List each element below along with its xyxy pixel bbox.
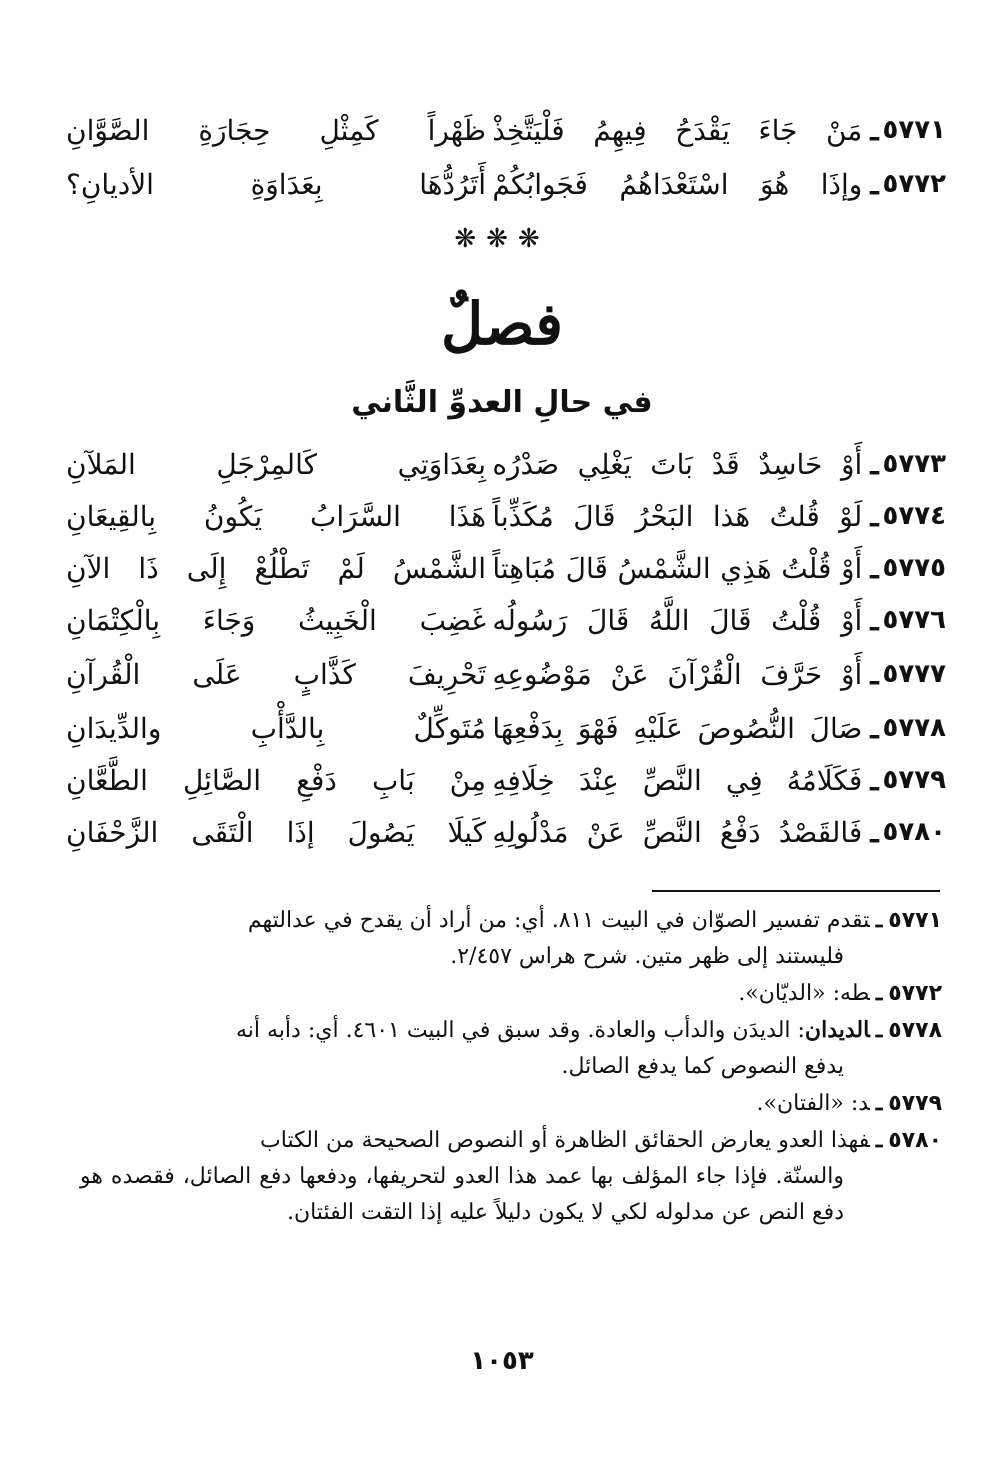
verse-first-hemistich: وإذَا هُوَ اسْتَعْدَاهُمُ فَجَوابُكُمْ	[492, 167, 863, 201]
verse-row	[66, 442, 946, 486]
verse-dash: ـ	[870, 763, 879, 797]
footnote-divider	[652, 890, 940, 892]
footnote-text: د: «الفتان».	[756, 1091, 870, 1116]
verse-number: ٥٧٧٦	[882, 605, 946, 635]
footnote: ٥٧٧١ـتقدم تفسير الصوّان في البيت ٨١١. أي: من أراد أن يقدح في عدالتهم فليستند إلى ظهر متين. شرح هراس ٢/٤٥٧.	[80, 902, 942, 975]
verse-first-hemistich: فَكَلَامُهُ فِي النَّصِّ عِنْدَ خِلَافِهِ	[492, 763, 863, 797]
footnote-number: ٥٧٧٨	[888, 1018, 942, 1043]
verse-first-hemistich: أَوْ حَرَّفَ الْقُرْآنَ عَنْ مَوْضُوعِهِ	[492, 657, 863, 691]
section-subtitle: في حالِ العدوِّ الثَّاني	[351, 385, 653, 420]
verse-number: ٥٧٧٣	[882, 449, 946, 479]
footnote: ٥٧٧٨ـالديدان: الديدَن والدأب والعادة. وقد سبق في البيت ٤٦٠١. أي: دأبه أنه يدفع النصوص كما يدفع الصائل.	[80, 1012, 942, 1085]
verse-dash: ـ	[870, 499, 879, 533]
verse-second-hemistich: مِنْ بَابِ دَفْعِ الصَّائِلِ الطَّعَّانِ	[66, 763, 486, 797]
verse-dash: ـ	[870, 167, 879, 201]
footnote-keyword: الديدان	[804, 1017, 870, 1043]
verse-dash: ـ	[870, 603, 879, 637]
verse-number: ٥٧٧٤	[882, 501, 946, 531]
verse-first-hemistich: فَالقَصْدُ دَفْعُ النَّصِّ عَنْ مَدْلُولِهِ	[492, 815, 863, 849]
footnote-number: ٥٧٧٢	[888, 981, 942, 1006]
verse-dash: ـ	[870, 815, 879, 849]
verse-number: ٥٧٧٨	[882, 713, 946, 743]
verse-row	[66, 706, 946, 750]
verse-second-hemistich: الشَّمْسُ لَمْ تَطْلُعْ إِلَى ذَا الآنِ	[66, 551, 486, 585]
footnote-number: ٥٧٧٩	[888, 1091, 942, 1116]
footnote-text: طه: «الديّان».	[738, 981, 870, 1006]
verse-number: ٥٧٨٠	[882, 817, 946, 847]
section-separator: ❋❋❋	[454, 224, 550, 254]
verse-row	[66, 810, 946, 854]
verse-first-hemistich: أَوْ حَاسِدٌ قَدْ بَاتَ يَغْلِي صَدْرُه	[492, 447, 863, 481]
footnote-text: : الديدَن والدأب والعادة. وقد سبق في البيت ٤٦٠١. أي: دأبه أنه	[235, 1018, 805, 1043]
verse-dash: ـ	[870, 657, 879, 691]
verse-row	[66, 108, 946, 152]
verse-first-hemistich: أَوْ قُلْتُ قَالَ اللَّهُ قَالَ رَسُولُه	[492, 603, 863, 637]
footnotes	[80, 902, 942, 1231]
footnote-text-continued: والسنّة. فإذا جاء المؤلف بها عمد هذا العدو لتحريفها، ودفعها دفع الصائل، فقصده هو دفع النص عن مدلوله لكي لا يكون دليلاً عليه إذا التقت الفئتان.	[80, 1164, 844, 1225]
footnote-text-continued: يدفع النصوص كما يدفع الصائل.	[561, 1054, 844, 1079]
verse-second-hemistich: أَتَرُدُّهَا بِعَدَاوَةِ الأديانِ؟	[66, 167, 486, 201]
verse-second-hemistich: مُتَوكِّلٌ بِالدَّأْبِ والدِّيدَانِ	[66, 711, 486, 745]
verse-first-hemistich: لَوْ قُلتُ هَذا البَحْرُ قَالَ مُكَذِّباً	[492, 499, 863, 533]
verse-number: ٥٧٧٩	[882, 765, 946, 795]
footnote: ٥٧٧٢ـطه: «الديّان».	[738, 980, 942, 1006]
verse-dash: ـ	[870, 113, 879, 147]
verse-second-hemistich: تَحْرِيفَ كَذَّابٍ عَلَى الْقُرآنِ	[66, 657, 486, 691]
verse-second-hemistich: كَيلَا يَصُولَ إذَا الْتَقَى الزَّحْفَانِ	[66, 815, 486, 849]
verse-first-hemistich: مَنْ جَاءَ يَقْدَحُ فِيهِمُ فَلْيَتَّخِذْ	[492, 113, 863, 147]
verse-row	[66, 494, 946, 538]
footnote: ٥٧٧٩ـد: «الفتان».	[756, 1090, 942, 1116]
footnote-text: تقدم تفسير الصوّان في البيت ٨١١. أي: من أراد أن يقدح في عدالتهم	[247, 908, 870, 933]
verse-row	[66, 162, 946, 206]
verse-number: ٥٧٧٧	[882, 659, 946, 689]
verse-dash: ـ	[870, 447, 879, 481]
verse-second-hemistich: ظَهْراً كَمِثْلِ حِجَارَةِ الصَّوَّانِ	[66, 113, 486, 147]
footnote-number: ٥٧٨٠	[888, 1128, 942, 1153]
verse-second-hemistich: هَذَا السَّرَابُ يَكُونُ بِالقِيعَانِ	[66, 499, 486, 533]
verse-number: ٥٧٧٥	[882, 553, 946, 583]
verse-dash: ـ	[870, 711, 879, 745]
verse-dash: ـ	[870, 551, 879, 585]
verse-row	[66, 652, 946, 696]
footnote-text-continued: فليستند إلى ظهر متين. شرح هراس ٢/٤٥٧.	[450, 944, 844, 969]
verse-row	[66, 546, 946, 590]
footnote-text: فهذا العدو يعارض الحقائق الظاهرة أو النصوص الصحيحة من الكتاب	[260, 1128, 870, 1153]
section-title: فصلٌ	[441, 290, 563, 358]
verse-row	[66, 758, 946, 802]
footnote: ٥٧٨٠ـفهذا العدو يعارض الحقائق الظاهرة أو النصوص الصحيحة من الكتاب والسنّة. فإذا جاء المؤلف بها عمد هذا العدو لتحريفها، ودفعها دفع الصائل، فقصده هو دفع النص عن مدلوله لكي لا يكون دليلاً عليه إذا التقت الفئتان.	[80, 1122, 942, 1231]
verse-first-hemistich: أَوْ قُلْتُ هَذِي الشَّمْسُ قَالَ مُبَاهِتاً	[492, 551, 863, 585]
page-number: ١٠٥٣	[470, 1346, 534, 1376]
verse-second-hemistich: غَضِبَ الْخَبِيثُ وَجَاءَ بِالْكِتْمَانِ	[66, 603, 486, 637]
verse-second-hemistich: بِعَدَاوَتِي كَالمِرْجَلِ المَلآنِ	[66, 447, 486, 481]
footnote-number: ٥٧٧١	[888, 908, 942, 933]
verse-first-hemistich: صَالَ النُّصُوصَ عَلَيْهِ فَهْوَ بِدَفْعِهَا	[492, 711, 863, 745]
verse-row	[66, 598, 946, 642]
verse-number: ٥٧٧٢	[882, 169, 946, 199]
verse-number: ٥٧٧١	[882, 115, 946, 145]
